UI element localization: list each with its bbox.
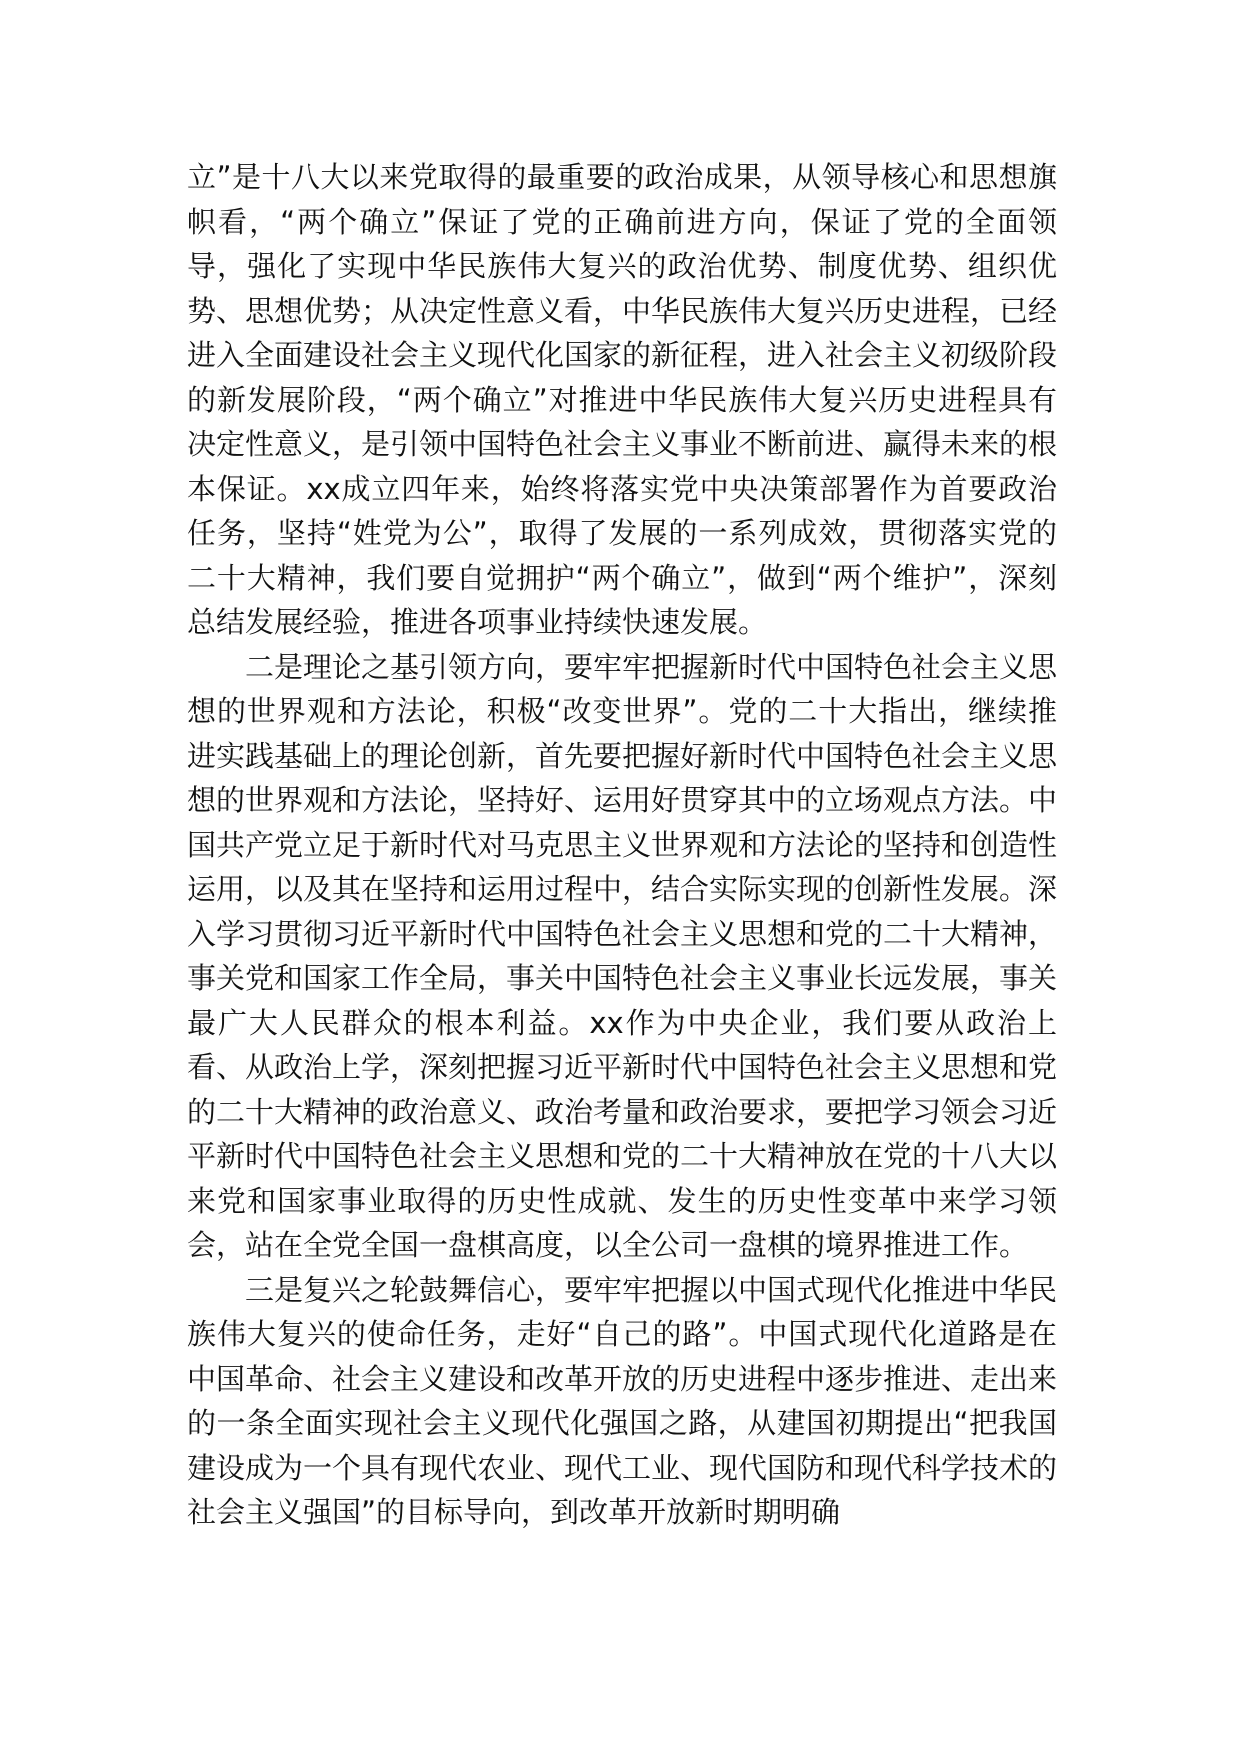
- document-body: [187, 155, 1057, 1535]
- paragraph-rejuvenation: 三是复兴之轮鼓舞信心，要牢牢把握以中国式现代化推进中华民族伟大复兴的使命任务，走好“自己的路”。中国式现代化道路是在中国革命、社会主义建设和改革开放的历史进程中逐步推进、走出来的一条全面实现社会主义现代化强国之路，从建国初期提出“把我国建设成为一个具有现代农业、现代工业、现代国防和现代科学技术的社会主义强国”的目标导向，到改革开放新时期明确: [187, 1272, 1058, 1529]
- paragraph-theory-foundation: 二是理论之基引领方向，要牢牢把握新时代中国特色社会主义思想的世界观和方法论，积极“改变世界”。党的二十大指出，继续推进实践基础上的理论创新，首先要把握好新时代中国特色社会主义思想的世界观和方法论，坚持好、运用好贯穿其中的立场观点方法。中国共产党立足于新时代对马克思主义世界观和方法论的坚持和创造性运用，以及其在坚持和运用过程中，结合实际实现的创新性发展。深入学习贯彻习近平新时代中国特色社会主义思想和党的二十大精神，事关党和国家工作全局，事关中国特色社会主义事业长远发展，事关最广大人民群众的根本利益。xx作为中央企业，我们要从政治上看、从政治上学，深刻把握习近平新时代中国特色社会主义思想和党的二十大精神的政治意义、政治考量和政治要求，要把学习领会习近平新时代中国特色社会主义思想和党的二十大精神放在党的十八大以来党和国家事业取得的历史性成就、发生的历史性变革中来学习领会，站在全党全国一盘棋高度，以全公司一盘棋的境界推进工作。: [187, 649, 1058, 1262]
- paragraph-continuation: 立”是十八大以来党取得的最重要的政治成果，从领导核心和思想旗帜看，“两个确立”保证了党的正确前进方向，保证了党的全面领导，强化了实现中华民族伟大复兴的政治优势、制度优势、组织优势、思想优势；从决定性意义看，中华民族伟大复兴历史进程，已经进入全面建设社会主义现代化国家的新征程，进入社会主义初级阶段的新发展阶段，“两个确立”对推进中华民族伟大复兴历史进程具有决定性意义，是引领中国特色社会主义事业不断前进、赢得未来的根本保证。xx成立四年来，始终将落实党中央决策部署作为首要政治任务，坚持“姓党为公”，取得了发展的一系列成效，贯彻落实党的二十大精神，我们要自觉拥护“两个确立”，做到“两个维护”，深刻总结发展经验，推进各项事业持续快速发展。: [187, 160, 1058, 639]
